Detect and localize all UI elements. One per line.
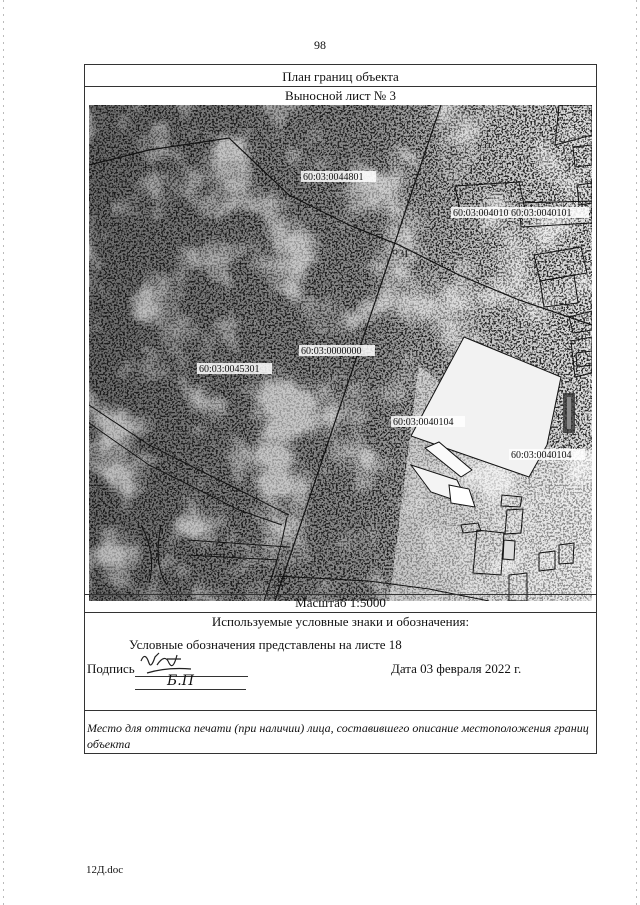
right-edge-dots bbox=[636, 0, 637, 905]
handwritten-initials: Б.П bbox=[167, 673, 194, 689]
aerial-map bbox=[89, 105, 592, 601]
sheet-title: Выносной лист № 3 bbox=[285, 88, 396, 103]
document-frame bbox=[84, 64, 597, 754]
map-svg bbox=[89, 105, 592, 601]
signature-label: Подпись bbox=[87, 661, 135, 676]
signature-date: Дата 03 февраля 2022 г. bbox=[391, 661, 522, 676]
divider bbox=[85, 86, 596, 87]
plan-title: План границ объекта bbox=[282, 69, 399, 84]
file-name: 12Д.doc bbox=[86, 864, 124, 876]
parcel-label: 60:03:0000000 bbox=[301, 346, 362, 357]
point-label: 26 bbox=[275, 578, 285, 589]
divider bbox=[85, 710, 596, 711]
initials-line bbox=[135, 689, 246, 690]
parcel-label: 60:03:0044801 bbox=[303, 172, 364, 183]
legend-heading: Используемые условные знаки и обозначения: bbox=[211, 614, 470, 629]
parcel-label: 60:03:0040104 bbox=[511, 450, 572, 461]
parcel-label: 60:03:004010 bbox=[453, 208, 509, 219]
parcel-label: 60:03:0040104 bbox=[393, 417, 454, 428]
page-number: 98 bbox=[314, 38, 326, 52]
point-label: 31 bbox=[399, 249, 409, 260]
map-scale: Масштаб 1:5000 bbox=[295, 595, 386, 610]
parcel-label: 60:03:0045301 bbox=[199, 364, 260, 375]
left-edge-dots bbox=[3, 0, 4, 905]
divider bbox=[85, 612, 596, 613]
parcel-label: 60:03:0040101 bbox=[511, 208, 572, 219]
legend-note: Условные обозначения представлены на листе 18 bbox=[129, 637, 402, 652]
stamp-placeholder-note: Место для оттиска печати (при наличии) лица, составившего описание местоположения границ объекта bbox=[87, 721, 589, 751]
